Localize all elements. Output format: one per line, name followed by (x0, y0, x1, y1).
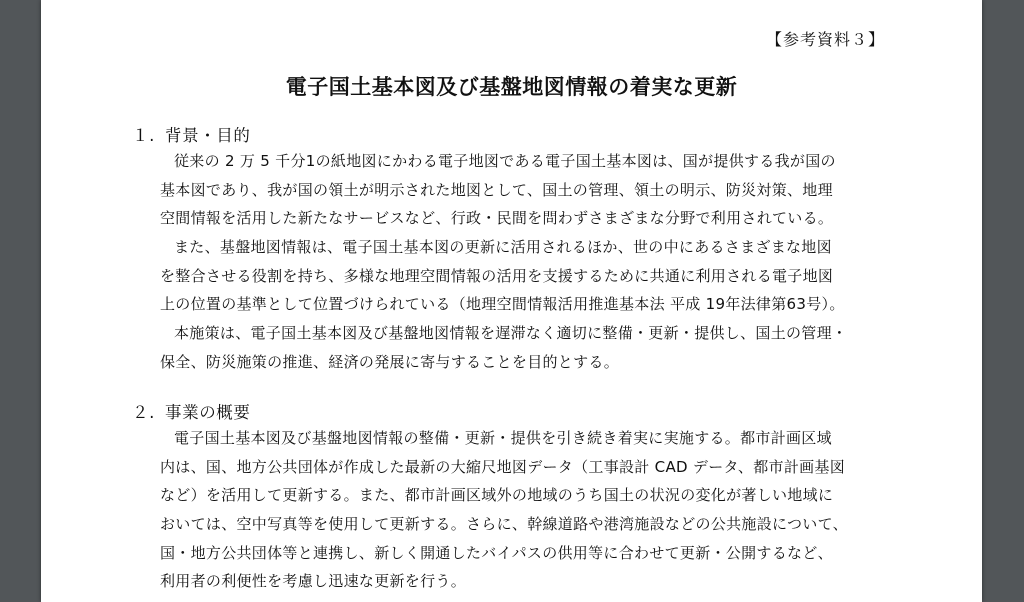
paragraph-line: 電子国土基本図及び基盤地図情報の整備・更新・提供を引き続き着実に実施する。都市計画区域 (174, 429, 832, 447)
document-page (41, 0, 982, 602)
paragraph-line: 国・地方公共団体等と連携し、新しく開通したバイパスの供用等に合わせて更新・公開するなど、 (160, 544, 833, 562)
paragraph-line: 基本図であり、我が国の領土が明示された地図として、国土の管理、領土の明示、防災対策、地理 (160, 181, 833, 199)
paragraph-line: 本施策は、電子国土基本図及び基盤地図情報を遅滞なく適切に整備・更新・提供し、国土の管理・ (174, 324, 848, 342)
reference-label: 【参考資料３】 (765, 30, 885, 49)
section-number: １. (132, 126, 155, 145)
paragraph-line: 利用者の利便性を考慮し迅速な更新を行う。 (160, 572, 467, 590)
paragraph-line: を整合させる役割を持ち、多様な地理空間情報の活用を支援するために共通に利用される電子地図 (160, 267, 834, 285)
paragraph-line: また、基盤地図情報は、電子国土基本図の更新に活用されるほか、世の中にあるさまざまな地図 (174, 238, 832, 256)
paragraph-line: 内は、国、地方公共団体が作成した最新の大縮尺地図データ（工事設計 CAD データ、都市計画基図 (160, 458, 846, 476)
section-title: 背景・目的 (165, 126, 251, 145)
section-heading-background (132, 122, 251, 146)
paragraph-line: 空間情報を活用した新たなサービスなど、行政・民間を問わずさまざまな分野で利用されている。 (160, 209, 834, 227)
section-heading-overview (132, 399, 251, 423)
document-title: 電子国土基本図及び基盤地図情報の着実な更新 (285, 75, 738, 99)
paragraph-line: 保全、防災施策の推進、経済の発展に寄与することを目的とする。 (160, 353, 620, 371)
paragraph-line: おいては、空中写真等を使用して更新する。さらに、幹線道路や港湾施設などの公共施設について、 (160, 515, 848, 533)
paragraph-line: 上の位置の基準として位置づけられている（地理空間情報活用推進基本法 平成 19年法律第63号）。 (160, 295, 845, 313)
section-number: ２. (132, 403, 155, 422)
section-title: 事業の概要 (165, 403, 251, 422)
paragraph-line: 従来の 2 万 5 千分1の紙地図にかわる電子地図である電子国土基本図は、国が提供する我が国の (174, 152, 836, 170)
paragraph-line: など）を活用して更新する。また、都市計画区域外の地域のうち国土の状況の変化が著しい地域に (160, 486, 834, 504)
